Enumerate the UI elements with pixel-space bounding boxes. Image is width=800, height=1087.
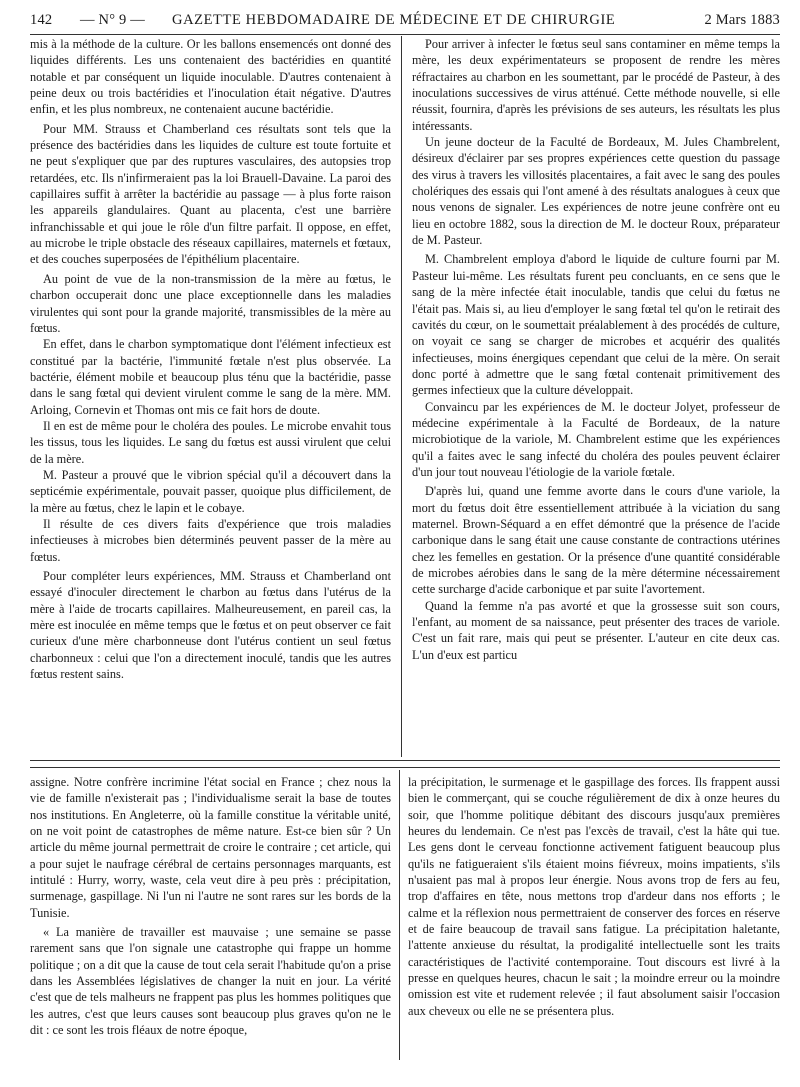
paragraph: Pour MM. Strauss et Chamberland ces résultats sont tels que la présence des bactéridies dans les liquides de culture est toute fortuite et ne peut s'expliquer que par des ruptures vasculaires, des autopsies trop retardées, etc. Ils n'infirmeraient pas la loi Brauell-Davaine. La paroi des capillaires suffit à arrêter la bactéridie au passage — à plus forte raison les appareils glandulaires. Quant au placenta, c'est une barrière infranchissable et qui joue le rôle d'un filtre parfait. Il oppose, en effet, au microbe le triple obstacle des réseaux capillaires, maternels et fœtaux, et des couches superposées de l'épithélium placentaire.	[30, 121, 391, 267]
paragraph: Un jeune docteur de la Faculté de Bordeaux, M. Jules Chambrelent, désireux d'éclairer par ses propres expériences cette question du passage des virus à travers les villosités placentaires, a fait avec le sang des poules cholériques des essais qui l'ont amené à des résultats analogues à ceux que nous venons de signaler. Les expériences de notre jeune confrère ont eu lieu en octobre 1882, sous la direction de M. le docteur Roux, préparateur de M. Pasteur.	[412, 135, 780, 248]
column-divider-bottom	[399, 770, 400, 1060]
section-rule-lower	[30, 767, 780, 768]
paragraph: Au point de vue de la non-transmission de la mère au fœtus, le charbon occuperait donc une place exceptionnelle dans les maladies virulentes qui sont pour la grande majorité, transmissibles de la mère au fœtus.	[30, 271, 391, 335]
paragraph: Convaincu par les expériences de M. le docteur Jolyet, professeur de médecine expérimentale à la Faculté de Bordeaux, de la nature microbiotique de la variole, M. Chambrelent estime que les expériences qu'il a faites avec le sang infecté du choléra des poules peuvent éclairer d'un jour tout nouveau l'étiologie de la variole fœtale.	[412, 399, 780, 479]
paragraph: la précipitation, le surmenage et le gaspillage des forces. Ils frappent aussi bien le commerçant, qui se couche régulièrement de dix à onze heures du soir, que l'homme politique débitant des discours jusqu'aux premières heures du lendemain. Ce n'est pas l'excès de travail, c'est la hâte qui tue. Les gens dont le cerveau fonctionne activement fatiguent beaucoup plus qu'ils ne fatigueraient s'ils étaient moins fiévreux, moins impatients, s'ils n'usaient pas mal à propos leur énergie. Nous avons trop de fers au feu, trop d'affaires en tête, nous mettons trop d'ardeur dans nos efforts ; le calme et la réflexion nous permettraient de conserver des forces en réserve et de faire beaucoup de travail sans fatigue. La précipitation haletante, l'attente anxieuse du résultat, la prodigalité intellectuelle sont les traits caractéristiques de l'activité contemporaine. Tout discours est livré à la presse en quelques heures, chacun le sait ; la moindre erreur ou la moindre omission est vite et rudement relevée ; il faut absolument saisir l'occasion aux cheveux ou elle ne se présentera plus.	[408, 775, 780, 1018]
column-right-bottom	[408, 774, 780, 1056]
paragraph: M. Pasteur a prouvé que le vibrion spécial qu'il a découvert dans la septicémie expérimentale, pouvait passer, quoique plus difficilement, de la mère au fœtus, chez le lapin et le cobaye.	[30, 467, 391, 515]
issue-number: — N° 9 —	[80, 12, 145, 28]
paragraph: D'après lui, quand une femme avorte dans le cours d'une variole, la mort du fœtus doit être essentiellement attribuée à la viciation du sang maternel. Brown-Séquard a en effet démontré que la présence de l'acide carbonique dans le sang était une cause constante de contractions utérines chez les femelles en gestation. Or la présence d'une quantité considérable de microbes aérobies dans le sang de la mère détermine nécessairement cette surcharge d'acide carbonique et par suite l'avortement.	[412, 484, 780, 597]
paragraph: Pour compléter leurs expériences, MM. Strauss et Chamberland ont essayé d'inoculer directement le charbon au fœtus dans l'utérus de la mère à l'aide de trocarts capillaires. Malheureusement, en pareil cas, la mère est inoculée en même temps que le fœtus et on peut observer ce fait curieux d'une mère charbonneuse dont l'utérus contient un seul fœtus charbonneux : celui que l'on a directement inoculé, tandis que les autres fœtus restent sains.	[30, 569, 391, 682]
column-left-top	[30, 36, 391, 755]
column-divider-top	[401, 36, 402, 757]
issue-date: 2 Mars 1883	[704, 12, 780, 28]
paragraph: assigne. Notre confrère incrimine l'état social en France ; chez nous la vie de famille n'existerait pas ; l'individualisme serait la base de toutes nos institutions. En Angleterre, où la famille constitue la véritable unité, on ne voit point de catastrophes de même nature. Est-ce bien sûr ? Un article du même journal permettrait de croire le contraire ; cet article, qui a pour sujet le naufrage cérébral de certains personnages marquants, est intitulé : Hurry, worry, waste, cela veut dire à peu près : précipitation, surmenage, gaspillage. Ni l'un ni l'autre ne sont rares sur les bords de la Tunisie.	[30, 775, 391, 920]
paragraph: « La manière de travailler est mauvaise ; une semaine se passe rarement sans que l'on signale une catastrophe qui frappe un homme politique ; on a dit que la cause de tout cela serait l'habitude qu'on a prise dans les Assemblées législatives de changer la nuit en jour. La vérité c'est que de tels malheurs ne frappent pas plus les hommes politiques que les autres, c'est que leurs causes sont beaucoup plus graves qu'on ne le dit : ce sont les trois fléaux de notre époque,	[30, 925, 391, 1038]
page-number: 142	[30, 12, 53, 28]
journal-title: GAZETTE HEBDOMADAIRE DE MÉDECINE ET DE CHIRURGIE	[172, 12, 616, 28]
paragraph: M. Chambrelent employa d'abord le liquide de culture fourni par M. Pasteur lui-même. Les résultats furent peu concluants, en ce sens que le sang de la mère infectée était inoculable, tandis que celui du fœtus ne l'était pas. Mais si, au lieu d'employer le sang fœtal tel qu'on le retirait des cavités du cœur, on le soumettait préalablement à des procédés de culture, on voyait ce sang se charger de microbes et acquérir des qualités infectieuses, moins énergiques cependant que celui de la mère. On serait donc porté à admettre que le sang fœtal contenait primitivement des germes infectieux que la culture développait.	[412, 252, 780, 398]
paragraph: Il en est de même pour le choléra des poules. Le microbe envahit tous les tissus, tous les liquides. Le sang du fœtus est aussi virulent que celui de la mère.	[30, 418, 391, 466]
paragraph: mis à la méthode de la culture. Or les ballons ensemencés ont donné des liquides différents. Les uns contenaient des bactéridies en quantité notable et par conséquent un liquide inoculable. D'autres contenaient à peine deux ou trois bactéridies et l'inoculation était négative. D'autres enfin, et les plus nombreux, ne contenaient aucune bactéridie.	[30, 37, 391, 117]
running-header	[30, 4, 780, 35]
section-rule-upper	[30, 760, 780, 761]
column-right-top	[412, 36, 780, 755]
paragraph: En effet, dans le charbon symptomatique dont l'élément infectieux est constitué par la bactérie, l'immunité fœtale n'est plus observée. La bactérie, élément mobile et beaucoup plus ténu que la bactéridie, passe dans le sang fœtal qui devient virulent comme le sang de la mère. MM. Arloing, Cornevin et Thomas ont mis ce fait hors de doute.	[30, 337, 391, 417]
paragraph: Il résulte de ces divers faits d'expérience que trois maladies infectieuses à microbes bien déterminés peuvent passer de la mère au fœtus.	[30, 516, 391, 564]
paragraph: Pour arriver à infecter le fœtus seul sans contaminer en même temps la mère, les deux expérimentateurs se proposent de rendre les mères réfractaires au charbon en les soumettant, par le procédé de Pasteur, à des inoculations successives de virus atténué. Cette méthode nouvelle, si elle réussit, fournira, d'après les prévisions de ses auteurs, les résultats les plus intéressants.	[412, 37, 780, 133]
column-left-bottom	[30, 774, 391, 1056]
paragraph: Quand la femme n'a pas avorté et que la grossesse suit son cours, l'enfant, au moment de sa naissance, peut présenter des traces de variole. C'est un fait rare, mais qui peut se présenter. L'auteur en cite deux cas. L'un d'eux est particu	[412, 598, 780, 662]
